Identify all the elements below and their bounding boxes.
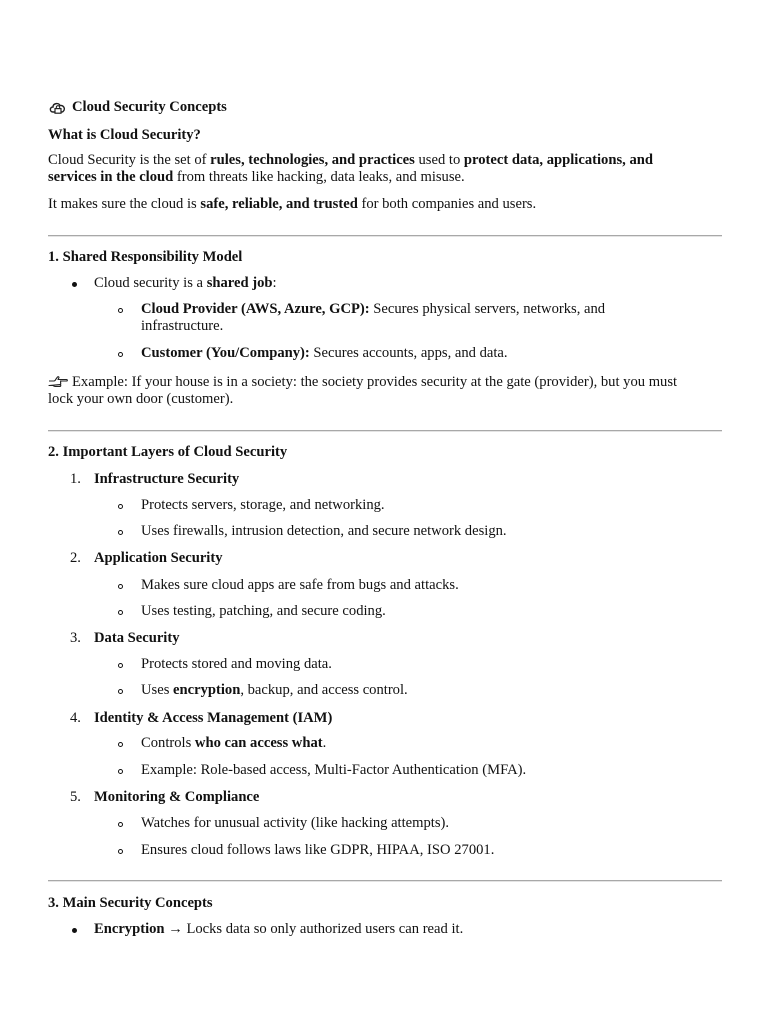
list-number: 3. [70, 630, 81, 646]
layer-title: Identity & Access Management (IAM) [94, 710, 333, 726]
provider-item-line2: infrastructure. [141, 318, 224, 334]
sub-bullet-marker [118, 308, 123, 313]
list-number: 4. [70, 710, 81, 726]
sub-bullet-marker [118, 689, 123, 694]
intro-paragraph-2: It makes sure the cloud is safe, reliable, and trusted for both companies and users. [48, 196, 537, 212]
list-number: 5. [70, 789, 81, 805]
section1-heading: 1. Shared Responsibility Model [48, 249, 243, 265]
layer-title: Application Security [94, 550, 223, 566]
list-item: Protects servers, storage, and networking. [141, 497, 385, 513]
list-item: Example: Role-based access, Multi-Factor Authentication (MFA). [141, 762, 527, 778]
list-item: Controls who can access what. [141, 735, 327, 751]
bullet-marker [72, 928, 77, 933]
sub-bullet-marker [118, 504, 123, 509]
list-item: Ensures cloud follows laws like GDPR, HIPAA, ISO 27001. [141, 842, 495, 858]
layer-title: Infrastructure Security [94, 471, 240, 487]
sub-bullet-marker [118, 769, 123, 774]
divider [48, 880, 722, 882]
example-line1: Example: If your house is in a society: the society provides security at the gate (provider), but you must [72, 374, 678, 390]
sub-bullet-marker [118, 849, 123, 854]
provider-item-line1: Cloud Provider (AWS, Azure, GCP): Secures physical servers, networks, and [141, 301, 606, 317]
encryption-bullet: Encryption → Locks data so only authorized users can read it. [94, 921, 464, 937]
sub-bullet-marker [118, 584, 123, 589]
list-number: 2. [70, 550, 81, 566]
sub-bullet-marker [118, 663, 123, 668]
sub-bullet-marker [118, 822, 123, 827]
sub-bullet-marker [118, 352, 123, 357]
list-number: 1. [70, 471, 81, 487]
sub-bullet-marker [118, 742, 123, 747]
sub-bullet-marker [118, 530, 123, 535]
customer-item: Customer (You/Company): Secures accounts, apps, and data. [141, 345, 508, 361]
example-line2: lock your own door (customer). [48, 391, 234, 407]
section3-heading: 3. Main Security Concepts [48, 895, 213, 911]
layer-title: Monitoring & Compliance [94, 789, 260, 805]
what-heading: What is Cloud Security? [48, 127, 201, 143]
list-item: Protects stored and moving data. [141, 656, 332, 672]
cloud-lock-icon [48, 100, 68, 121]
divider [48, 235, 722, 237]
layer-title: Data Security [94, 630, 180, 646]
list-item: Uses firewalls, intrusion detection, and secure network design. [141, 523, 507, 539]
list-item: Makes sure cloud apps are safe from bugs and attacks. [141, 577, 459, 593]
intro-paragraph-line2: services in the cloud from threats like hacking, data leaks, and misuse. [48, 169, 465, 185]
intro-paragraph-line1: Cloud Security is the set of rules, technologies, and practices used to protect data, applications, and [48, 152, 653, 168]
list-item: Uses testing, patching, and secure coding. [141, 603, 386, 619]
bullet-marker [72, 282, 77, 287]
section2-heading: 2. Important Layers of Cloud Security [48, 444, 288, 460]
list-item: Uses encryption, backup, and access control. [141, 682, 408, 698]
list-item: Watches for unusual activity (like hacking attempts). [141, 815, 450, 831]
page-title: Cloud Security Concepts [72, 99, 227, 115]
divider [48, 430, 722, 432]
sub-bullet-marker [118, 610, 123, 615]
shared-job-bullet: Cloud security is a shared job: [94, 275, 277, 291]
